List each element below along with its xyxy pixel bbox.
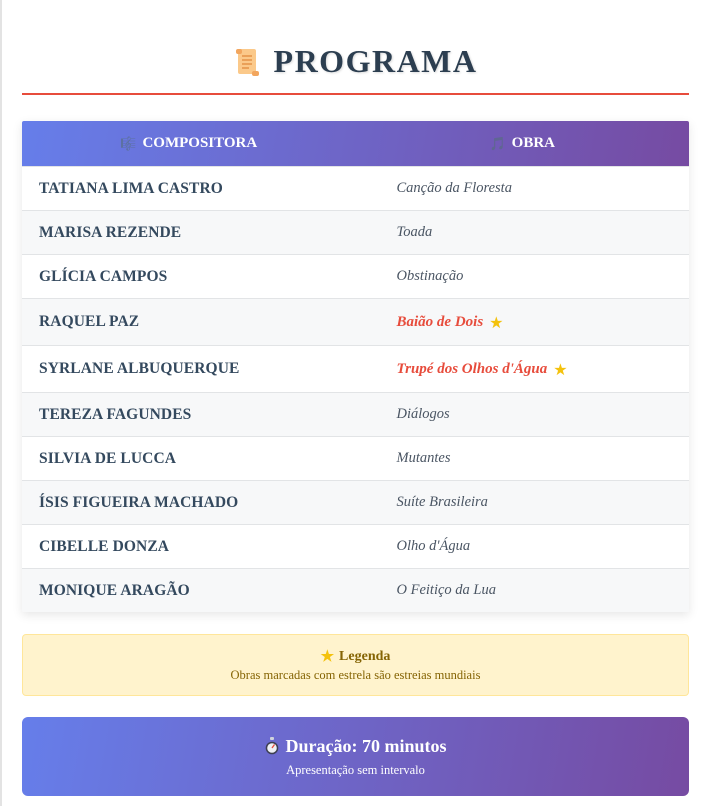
composer-name: SILVIA DE LUCCA [39,449,177,467]
work-title: Mutantes [396,450,451,466]
composer-name: CIBELLE DONZA [39,537,170,555]
composer-name: MARISA REZENDE [39,223,182,241]
work-title: O Feitiço da Lua [396,582,496,598]
title-text: PROGRAMA [273,43,478,79]
duration-title [265,736,447,757]
work-cell [356,346,690,392]
column-label: OBRA [511,135,556,151]
work-cell [356,299,690,345]
scroll-icon [234,47,260,77]
program-page [22,0,689,796]
table-header [22,121,689,166]
work-title-premiere: Trupé dos Olhos d'Água [396,360,548,377]
work-cell [356,525,690,568]
work-title: Olho d'Água [396,538,471,554]
table-row [22,298,689,345]
legend-title-text: Legenda [339,648,391,664]
legend-title [321,647,391,666]
work-title-premiere: Baião de Dois [396,313,484,330]
work-cell [356,167,690,210]
work-title: Suíte Brasileira [396,494,488,510]
music-notes-icon: 🎵 [489,135,506,151]
table-row [22,254,689,298]
program-table [22,121,689,612]
legend-text: Obras marcadas com estrela são estreias mundiais [230,668,481,682]
table-body [22,166,689,612]
work-cell [356,211,690,254]
page-title [234,43,478,80]
composer-name: SYRLANE ALBUQUERQUE [39,360,240,377]
composer-name: TATIANA LIMA CASTRO [39,179,223,197]
column-header-composer [22,121,356,166]
table-row [22,210,689,254]
duration-text: Duração: 70 minutos [285,735,447,756]
composer-name: TEREZA FAGUNDES [39,405,192,423]
work-title: Diálogos [396,406,450,422]
work-cell [356,481,690,524]
work-title: Obstinação [396,268,464,284]
page-header [22,0,689,95]
star-icon: ★ [489,312,504,332]
column-label: COMPOSITORA [142,135,258,151]
work-cell [356,255,690,298]
duration-box [22,717,689,796]
table-row [22,436,689,480]
stopwatch-icon [265,737,279,755]
composer-name: ÍSIS FIGUEIRA MACHADO [39,493,239,511]
table-row [22,480,689,524]
column-header-work [356,121,690,166]
table-row [22,524,689,568]
work-title: Toada [396,224,433,240]
star-icon: ★ [320,649,335,665]
table-row [22,166,689,210]
table-row [22,568,689,612]
legend-box [22,634,689,696]
work-cell [356,437,690,480]
work-cell [356,393,690,436]
music-score-icon: 🎼 [120,135,137,151]
duration-subtitle: Apresentação sem intervalo [286,762,425,777]
table-row [22,392,689,436]
work-cell [356,569,690,612]
composer-name: RAQUEL PAZ [39,313,140,330]
composer-name: MONIQUE ARAGÃO [39,581,190,599]
composer-name: GLÍCIA CAMPOS [39,267,168,285]
work-title: Canção da Floresta [396,180,512,196]
table-row [22,345,689,392]
star-icon: ★ [553,359,568,379]
